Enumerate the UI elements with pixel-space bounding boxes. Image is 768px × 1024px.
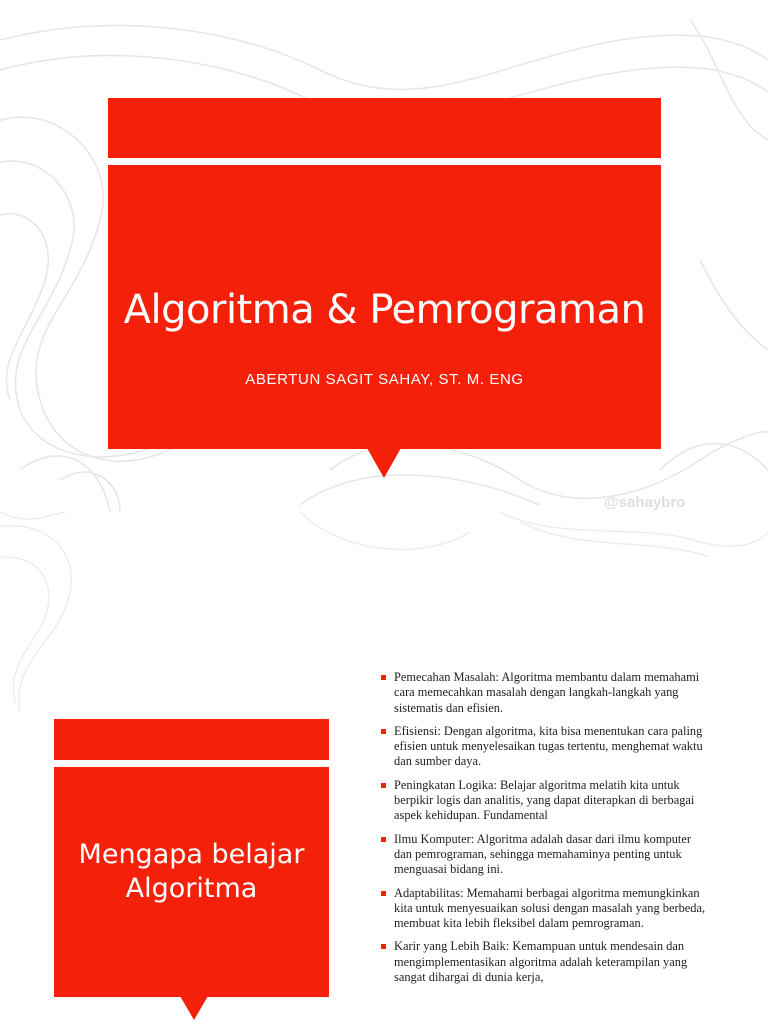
list-item: Efisiensi: Dengan algoritma, kita bisa menentukan cara paling efisien untuk menyelesaikan tugas tertentu, menghemat waktu dan sumber daya. (380, 724, 710, 770)
list-item: Ilmu Komputer: Algoritma adalah dasar dari ilmu komputer dan pemrograman, sehingga memahaminya penting untuk menguasai bidang ini. (380, 832, 710, 878)
heading-block (54, 767, 329, 997)
title-accent-bar (108, 98, 661, 158)
heading-line-2: Algoritma (125, 873, 258, 904)
list-item: Adaptabilitas: Memahami berbagai algoritma memungkinkan kita untuk menyesuaikan solusi dengan masalah yang berbeda, membuat kita lebih fleksibel dalam pemrograman. (380, 886, 710, 932)
callout-pointer (367, 448, 401, 478)
list-item: Karir yang Lebih Baik: Kemampuan untuk mendesain dan mengimplementasikan algoritma adalah keterampilan yang sangat dihargai di dunia kerja, (380, 939, 710, 985)
heading-line-1: Mengapa belajar (78, 839, 305, 870)
slide-heading (54, 838, 329, 906)
heading-accent-bar (54, 719, 329, 760)
author-subtitle: ABERTUN SAGIT SAHAY, ST. M. ENG (245, 371, 524, 388)
callout-pointer (180, 996, 208, 1020)
bullet-list (380, 670, 710, 993)
list-item: Pemecahan Masalah: Algoritma membantu dalam memahami cara memecahkan masalah dengan langkah-langkah yang sistematis dan efisien. (380, 670, 710, 716)
slide-title: Algoritma & Pemrograman (123, 287, 646, 333)
title-block (108, 165, 661, 449)
content-slide (0, 512, 768, 1024)
watermark: @sahaybro (604, 494, 686, 511)
list-item: Peningkatan Logika: Belajar algoritma melatih kita untuk berpikir logis dan analitis, yang dapat diterapkan di berbagai aspek kehidupan. Fundamental (380, 778, 710, 824)
